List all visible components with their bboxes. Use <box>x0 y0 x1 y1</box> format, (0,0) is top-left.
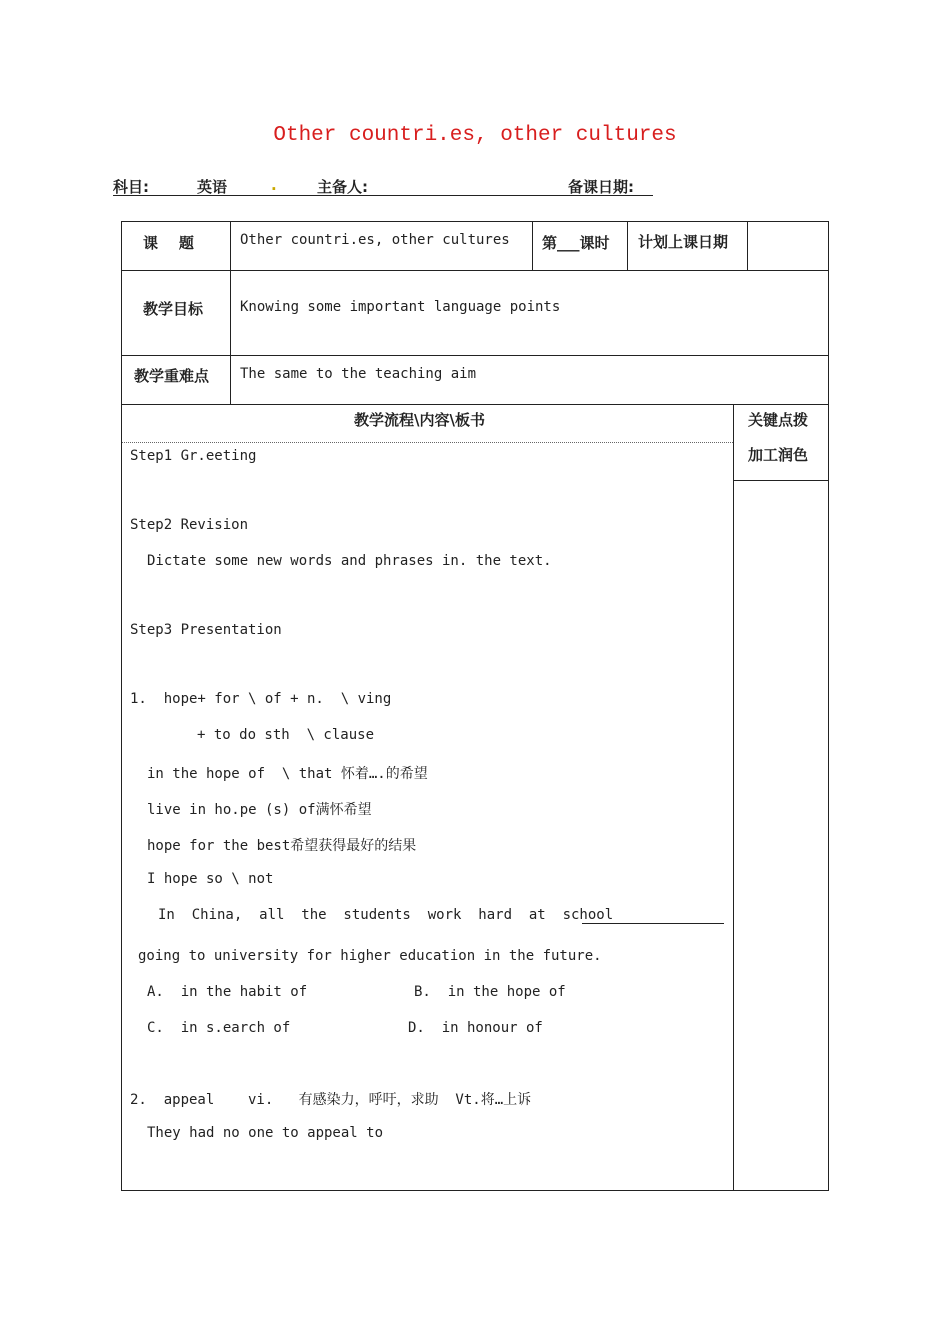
date-label: 备课日期: <box>568 178 634 196</box>
option-c: C. in s.earch of <box>147 1020 291 1036</box>
answer-blank <box>582 923 724 924</box>
point1-line6: I hope so \ not <box>147 871 274 887</box>
planned-date-label: 计划上课日期 <box>638 233 729 251</box>
flow-header: 教学流程\内容\板书 <box>354 411 485 429</box>
step3: Step3 Presentation <box>130 622 282 638</box>
question-line2: going to university for higher education in the future. <box>138 948 602 964</box>
step2-detail: Dictate some new words and phrases in. the text. <box>147 553 552 569</box>
topic-value: Other countri.es, other cultures <box>240 232 510 248</box>
topic-label: 课 题 <box>143 234 194 252</box>
point1-line2: + to do sth \ clause <box>197 727 375 743</box>
meta-underline <box>113 195 653 196</box>
preparer-label: 主备人: <box>317 178 368 196</box>
key-label: 教学重难点 <box>134 367 210 385</box>
subject-label: 科目: <box>113 178 149 196</box>
key-value: The same to the teaching aim <box>240 366 477 382</box>
point2-line2: They had no one to appeal to <box>147 1125 384 1141</box>
subject-value: 英语 <box>197 178 228 196</box>
step2: Step2 Revision <box>130 517 249 533</box>
point1-line3: in the hope of \ that 怀着….的希望 <box>147 766 428 782</box>
lesson-number: 第___课时 <box>542 234 610 252</box>
option-a: A. in the habit of <box>147 984 308 1000</box>
side-header-2: 加工润色 <box>748 446 809 464</box>
option-d: D. in honour of <box>408 1020 543 1036</box>
step1: Step1 Gr.eeting <box>130 448 257 464</box>
goal-label: 教学目标 <box>143 300 204 318</box>
option-b: B. in the hope of <box>414 984 566 1000</box>
subject-dot: . <box>271 176 277 194</box>
point2-line1: 2. appeal vi. 有感染力，呼吁，求助 Vt.将…上诉 <box>130 1092 532 1108</box>
point1-line4: live in ho.pe (s) of满怀希望 <box>147 802 372 818</box>
question-line1: In China, all the students work hard at school <box>158 907 614 923</box>
goal-value: Knowing some important language points <box>240 299 561 315</box>
point1-line1: 1. hope+ for \ of + n. \ ving <box>130 691 392 707</box>
document-title: Other countri.es, other cultures <box>273 124 677 147</box>
point1-line5: hope for the best希望获得最好的结果 <box>147 838 417 854</box>
side-header-1: 关键点拨 <box>748 411 809 429</box>
flow-header-separator <box>122 442 733 443</box>
